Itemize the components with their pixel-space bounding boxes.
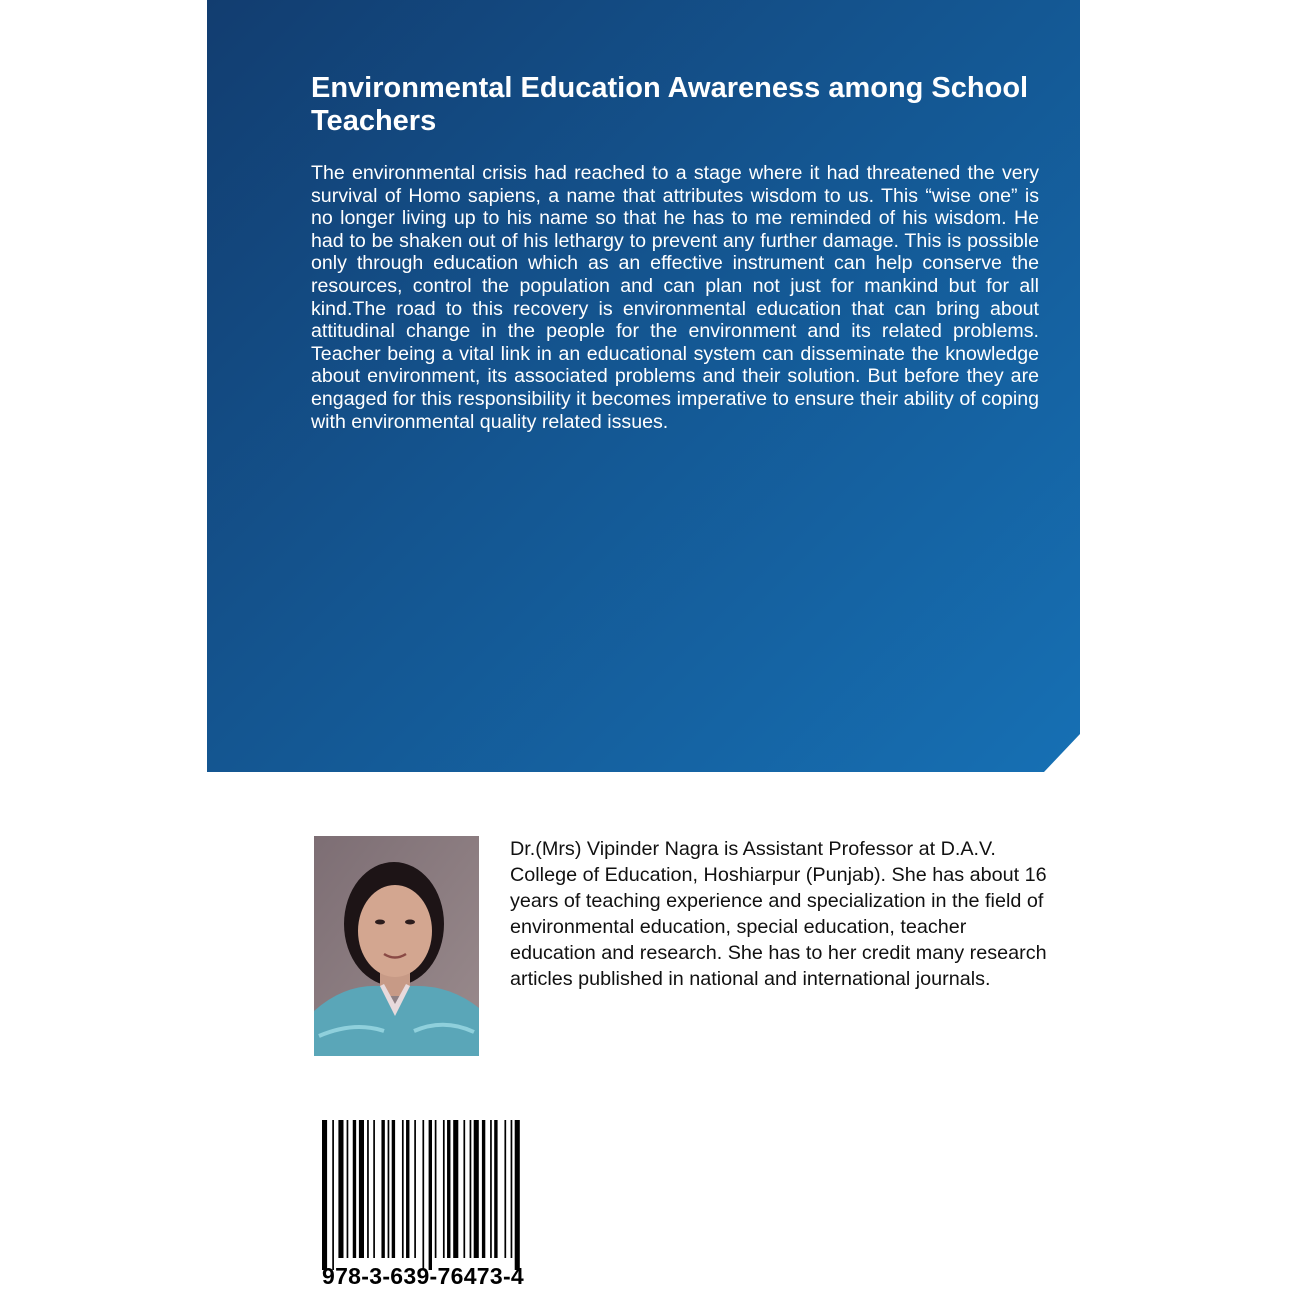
isbn-barcode: [320, 1120, 588, 1275]
author-photo: [314, 836, 479, 1056]
isbn-number: 978-3-639-76473-4: [322, 1263, 525, 1289]
book-blurb: The environmental crisis had reached to a stage where it had threatened the very survival of Homo sapiens, a name that attributes wisdom to us. This “wise one” is no longer living up to his name so that he has to me reminded of his wisdom. He had to be shaken out of his lethargy to prevent any further damage. This is possible only through education which as an effective instrument can help conserve the resources, control the population and can plan not just for mankind but for all kind.The road to this recovery is environmental education that can bring about attitudinal change in the people for the environment and its related problems. Teacher being a vital link in an educational system can disseminate the knowledge about environment, its associated problems and their solution. But before they are engaged for this responsibility it becomes imperative to ensure their ability of coping with environmental quality related issues.: [311, 162, 1039, 433]
author-bio: Dr.(Mrs) Vipinder Nagra is Assistant Professor at D.A.V. College of Education, Hoshiarpur (Punjab). She has about 16 years of teaching experience and specialization in the field of environmental education, special education, teacher education and research. She has to her credit many research articles published in national and international journals.: [510, 838, 1047, 990]
book-title: Environmental Education Awareness among School Teachers: [311, 72, 1029, 137]
